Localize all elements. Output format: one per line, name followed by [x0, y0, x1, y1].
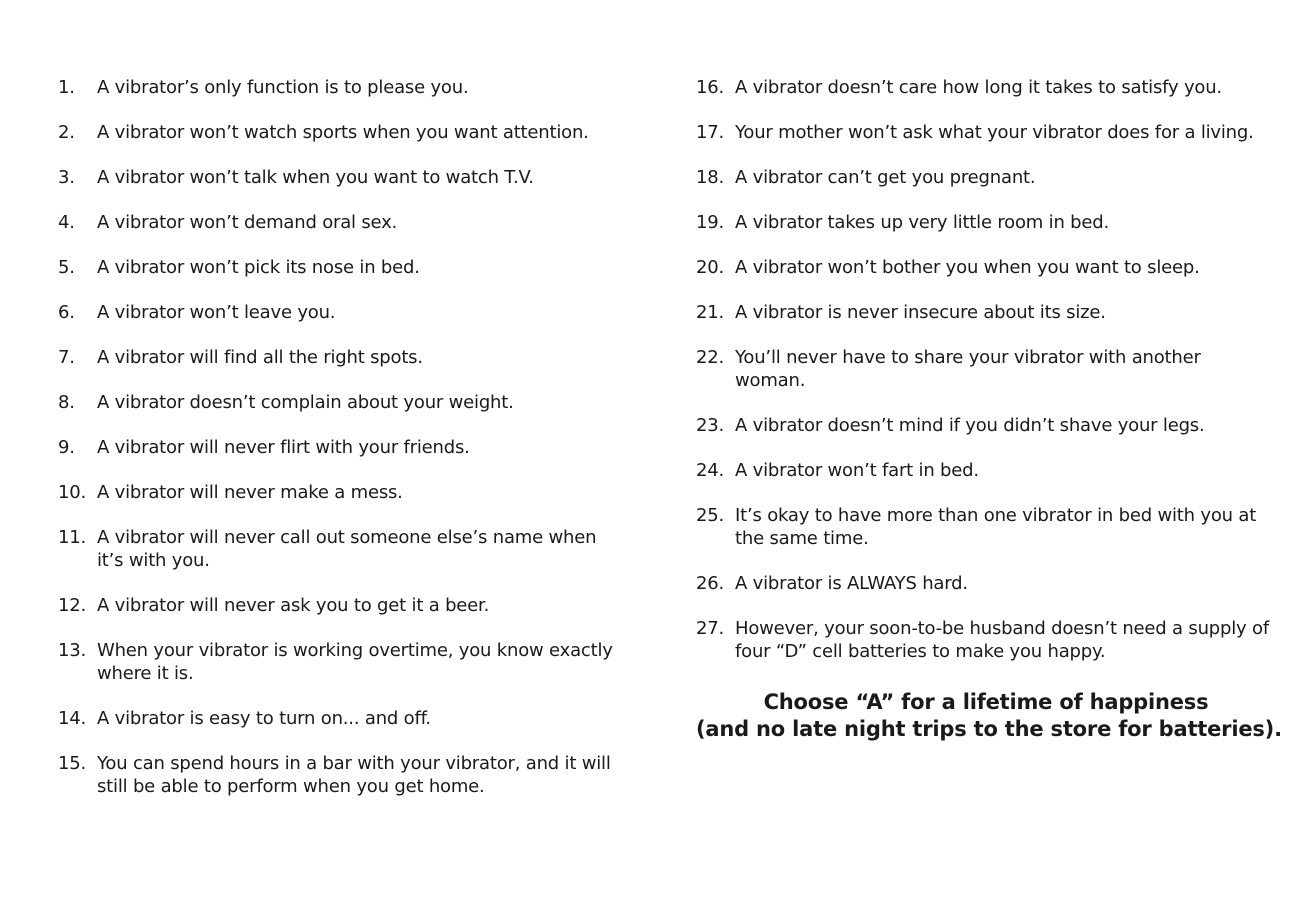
item-text: However, your soon-to-be husband doesn’t need a supply of four “D” cell batteries to make you happy. [735, 618, 1269, 662]
list-item [58, 256, 618, 279]
item-text: A vibrator is easy to turn on... and off. [97, 708, 431, 729]
reasons-list-right [696, 76, 1276, 663]
list-item [58, 121, 618, 144]
item-number: 8. [58, 392, 75, 413]
item-text: A vibrator is never insecure about its size. [735, 302, 1106, 323]
item-number: 12. [58, 595, 87, 616]
item-text: A vibrator won’t bother you when you want to sleep. [735, 257, 1200, 278]
item-text: You’ll never have to share your vibrator with another woman. [735, 347, 1201, 391]
list-item [58, 707, 618, 730]
list-item [696, 166, 1276, 189]
item-text: When your vibrator is working overtime, you know exactly where it is. [97, 640, 613, 684]
list-item [58, 639, 618, 685]
item-text: A vibrator will never call out someone else’s name when it’s with you. [97, 527, 597, 571]
item-text: A vibrator won’t pick its nose in bed. [97, 257, 420, 278]
item-number: 22. [696, 347, 725, 368]
list-item [58, 436, 618, 459]
item-number: 2. [58, 122, 75, 143]
list-item [58, 76, 618, 99]
item-text: A vibrator doesn’t complain about your weight. [97, 392, 514, 413]
item-number: 13. [58, 640, 87, 661]
item-number: 17. [696, 122, 725, 143]
list-item [696, 346, 1276, 392]
list-item [58, 481, 618, 504]
item-text: It’s okay to have more than one vibrator in bed with you at the same time. [735, 505, 1257, 549]
list-item [58, 752, 618, 798]
item-text: A vibrator won’t watch sports when you want attention. [97, 122, 589, 143]
item-number: 1. [58, 77, 75, 98]
left-column [58, 76, 618, 820]
list-item [58, 526, 618, 572]
closing-statement [696, 689, 1282, 743]
item-number: 7. [58, 347, 75, 368]
item-number: 11. [58, 527, 87, 548]
list-item [696, 572, 1276, 595]
item-text: A vibrator will never flirt with your friends. [97, 437, 470, 458]
list-item [696, 121, 1276, 144]
item-text: A vibrator won’t fart in bed. [735, 460, 979, 481]
item-text: A vibrator can’t get you pregnant. [735, 167, 1036, 188]
list-item [696, 617, 1276, 663]
item-number: 20. [696, 257, 725, 278]
item-text: A vibrator won’t leave you. [97, 302, 336, 323]
list-item [58, 594, 618, 617]
list-item [58, 301, 618, 324]
item-number: 5. [58, 257, 75, 278]
item-number: 25. [696, 505, 725, 526]
item-number: 6. [58, 302, 75, 323]
item-number: 21. [696, 302, 725, 323]
item-text: A vibrator takes up very little room in bed. [735, 212, 1110, 233]
item-number: 15. [58, 753, 87, 774]
list-item [696, 211, 1276, 234]
reasons-list-left [58, 76, 618, 798]
item-number: 10. [58, 482, 87, 503]
item-text: A vibrator won’t talk when you want to watch T.V. [97, 167, 534, 188]
list-item [696, 459, 1276, 482]
item-number: 3. [58, 167, 75, 188]
item-number: 14. [58, 708, 87, 729]
item-text: A vibrator will never ask you to get it a beer. [97, 595, 490, 616]
item-text: A vibrator is ALWAYS hard. [735, 573, 968, 594]
item-text: You can spend hours in a bar with your vibrator, and it will still be able to perform when you get home. [97, 753, 611, 797]
item-text: A vibrator won’t demand oral sex. [97, 212, 398, 233]
list-item [696, 256, 1276, 279]
closing-line-1: Choose “A” for a lifetime of happiness [763, 690, 1209, 714]
right-column [696, 76, 1282, 743]
item-text: A vibrator will never make a mess. [97, 482, 403, 503]
item-number: 18. [696, 167, 725, 188]
list-item [58, 346, 618, 369]
item-number: 4. [58, 212, 75, 233]
item-number: 16. [696, 77, 725, 98]
closing-line-2: (and no late night trips to the store for batteries). [696, 717, 1282, 741]
item-text: A vibrator’s only function is to please you. [97, 77, 469, 98]
list-item [58, 211, 618, 234]
item-text: A vibrator will find all the right spots. [97, 347, 423, 368]
item-number: 19. [696, 212, 725, 233]
list-item [696, 301, 1276, 324]
list-item [58, 391, 618, 414]
item-text: A vibrator doesn’t care how long it takes to satisfy you. [735, 77, 1222, 98]
list-item [696, 504, 1276, 550]
item-number: 9. [58, 437, 75, 458]
list-item [696, 414, 1276, 437]
item-number: 26. [696, 573, 725, 594]
item-number: 24. [696, 460, 725, 481]
item-number: 27. [696, 618, 725, 639]
item-text: Your mother won’t ask what your vibrator does for a living. [735, 122, 1254, 143]
item-text: A vibrator doesn’t mind if you didn’t shave your legs. [735, 415, 1205, 436]
list-item [696, 76, 1276, 99]
item-number: 23. [696, 415, 725, 436]
list-item [58, 166, 618, 189]
